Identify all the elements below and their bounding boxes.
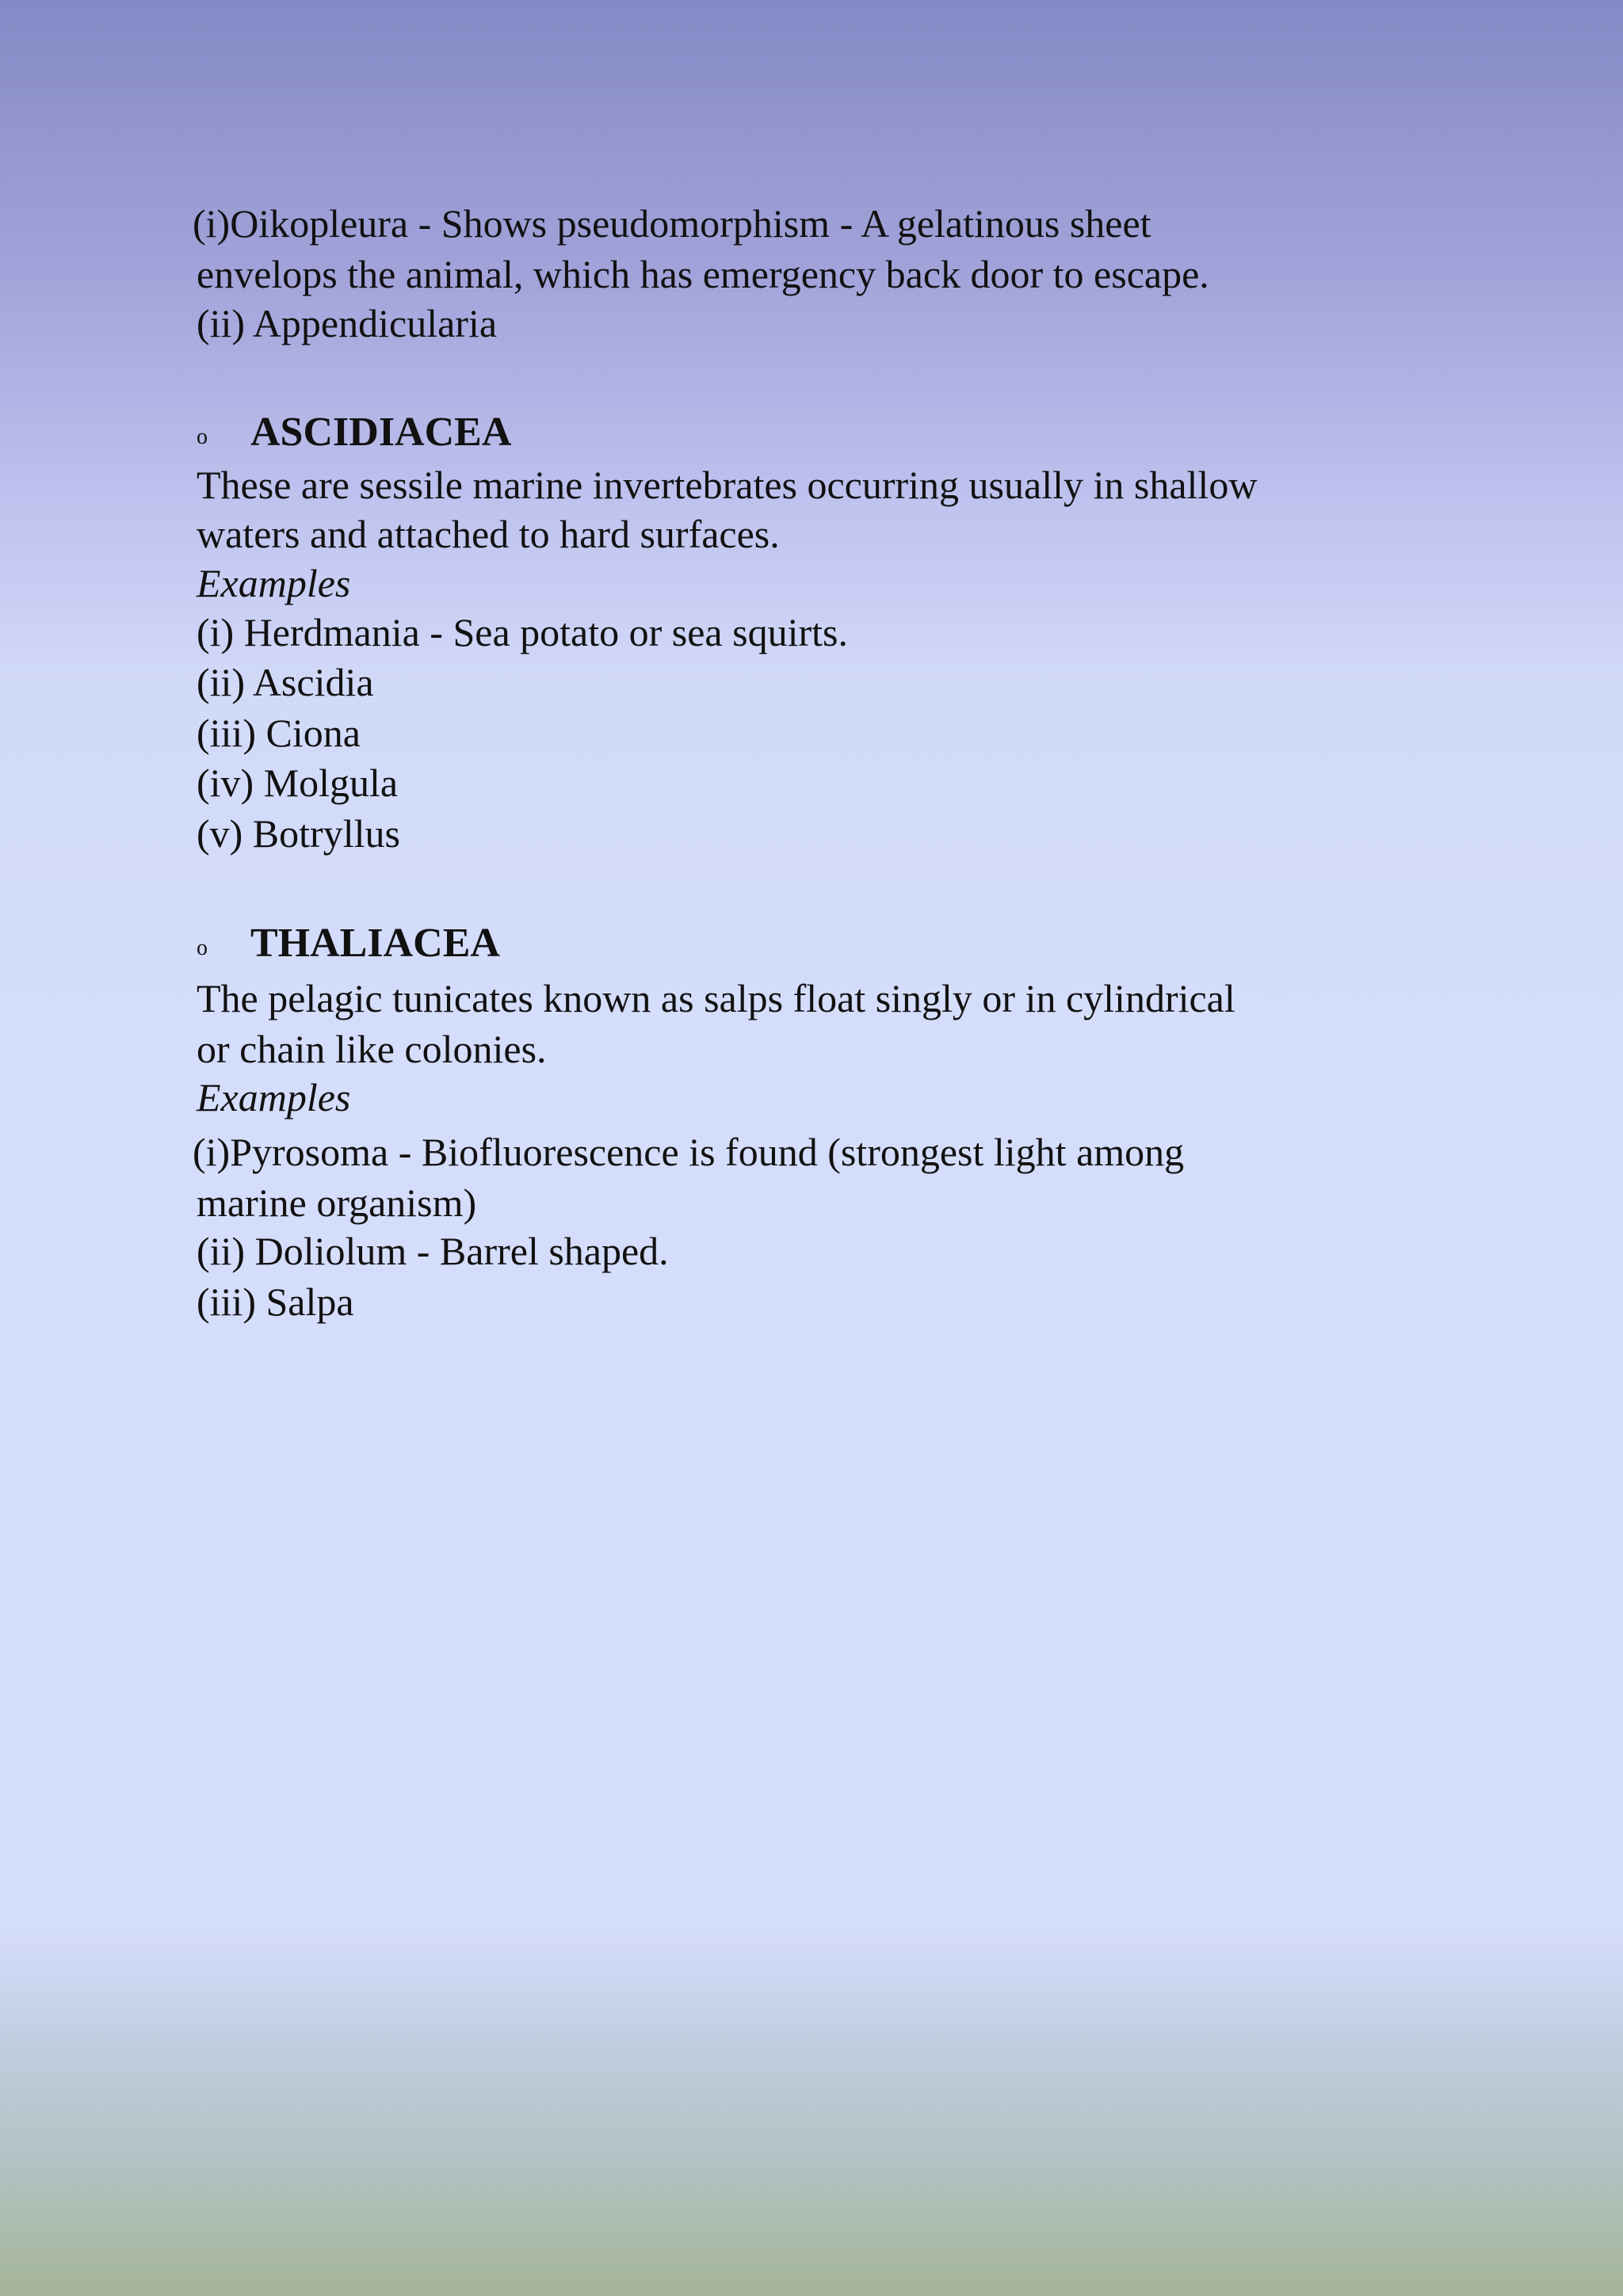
list-item: (v) Botryllus <box>197 811 400 856</box>
ascidiacea-examples-label: Examples <box>197 561 351 605</box>
thaliacea-desc-line-1: The pelagic tunicates known as salps float singly or in cylindrical <box>197 976 1235 1020</box>
list-item: (ii) Doliolum - Barrel shaped. <box>197 1229 669 1273</box>
list-item: (iii) Salpa <box>197 1280 354 1324</box>
pyrosoma-line-2: marine organism) <box>197 1180 477 1225</box>
list-item: (i) Herdmania - Sea potato or sea squirts. <box>197 610 848 654</box>
oikopleura-line-1: (i)Oikopleura - Shows pseudomorphism - A gelatinous sheet <box>193 201 1151 246</box>
list-item: (iv) Molgula <box>197 761 399 805</box>
appendicularia-line: (ii) Appendicularia <box>197 301 498 345</box>
bullet-icon: o <box>197 936 208 960</box>
list-item: (iii) Ciona <box>197 711 361 755</box>
pyrosoma-line-1: (i)Pyrosoma - Biofluorescence is found (strongest light among <box>193 1130 1185 1174</box>
list-item: (ii) Ascidia <box>197 660 374 704</box>
thaliacea-heading: THALIACEA <box>250 921 500 966</box>
bullet-icon: o <box>197 425 208 449</box>
thaliacea-desc-line-2: or chain like colonies. <box>197 1027 547 1071</box>
ascidiacea-desc-line-2: waters and attached to hard surfaces. <box>197 512 780 556</box>
thaliacea-heading-row <box>197 915 500 972</box>
thaliacea-examples-label: Examples <box>197 1075 351 1119</box>
oikopleura-line-2: envelops the animal, which has emergency back door to escape. <box>197 252 1209 296</box>
ascidiacea-heading-row <box>197 404 511 461</box>
ascidiacea-desc-line-1: These are sessile marine invertebrates occurring usually in shallow <box>197 463 1258 507</box>
ascidiacea-heading: ASCIDIACEA <box>250 410 512 455</box>
